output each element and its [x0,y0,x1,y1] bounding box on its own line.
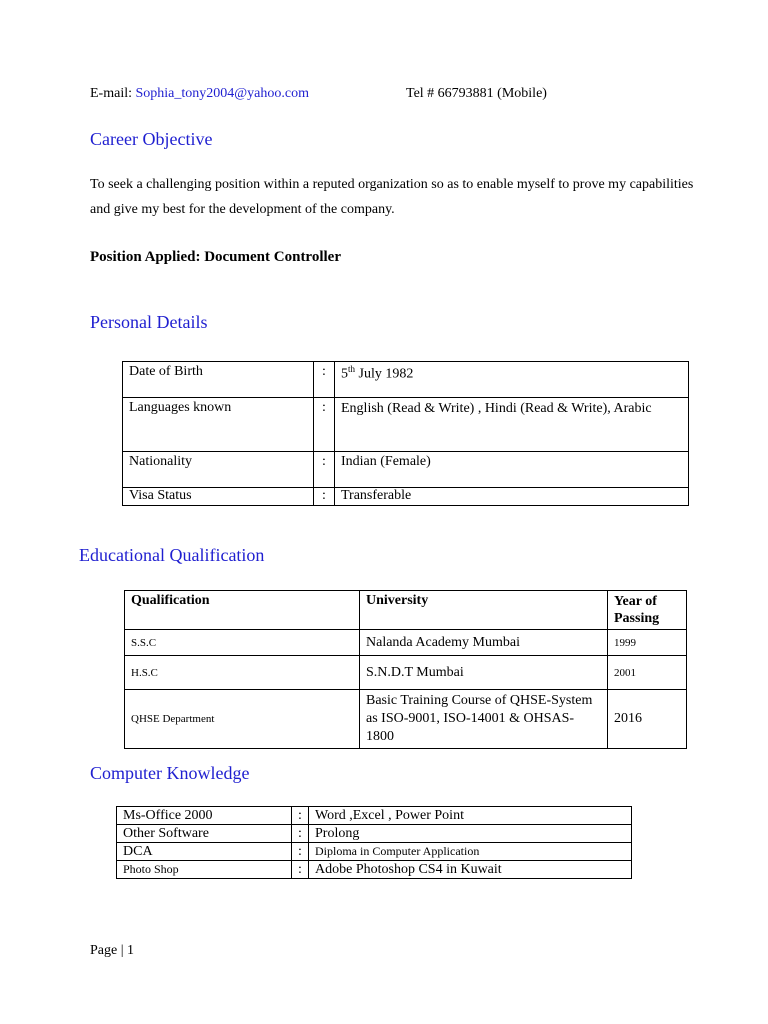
pd-colon: : [314,398,335,452]
ck-value: Prolong [309,825,632,843]
pd-label: Date of Birth [123,362,314,398]
pd-value: Transferable [335,488,689,506]
pd-label: Visa Status [123,488,314,506]
pd-value: 5th July 1982 [335,362,689,398]
table-row [117,843,632,861]
page-number: Page | 1 [90,943,135,958]
email-link[interactable]: Sophia_tony2004@yahoo.com [135,86,309,101]
personal-details-heading: Personal Details [90,312,208,332]
table-row [117,825,632,843]
career-line-2: and give my best for the development of the company. [90,202,395,217]
ck-colon: : [292,807,309,825]
pd-colon: : [314,452,335,488]
education-table [124,590,687,749]
table-row [125,630,687,656]
table-row [123,398,689,452]
table-row [123,362,689,398]
computer-knowledge-table [116,806,632,879]
education-heading: Educational Qualification [79,545,265,565]
ck-value: Adobe Photoshop CS4 in Kuwait [309,861,632,879]
col-header-university: University [360,591,608,630]
ck-colon: : [292,825,309,843]
edu-year: 1999 [608,630,687,656]
pd-value: English (Read & Write) , Hindi (Read & Write), Arabic [335,398,689,452]
table-row [125,656,687,690]
table-row [123,488,689,506]
edu-university: Basic Training Course of QHSE-System as ISO-9001, ISO-14001 & OHSAS-1800 [360,690,608,749]
ck-value: Word ,Excel , Power Point [309,807,632,825]
pd-value: Indian (Female) [335,452,689,488]
table-row [125,690,687,749]
ck-label: Ms-Office 2000 [117,807,292,825]
personal-details-table [122,361,689,506]
pd-label: Languages known [123,398,314,452]
email-label: E-mail: [90,86,132,101]
edu-qualification: H.S.C [125,656,360,690]
ck-colon: : [292,843,309,861]
email-line [90,81,309,106]
table-row [123,452,689,488]
edu-year: 2016 [608,690,687,749]
ck-label: Photo Shop [117,861,292,879]
ck-value: Diploma in Computer Application [309,843,632,861]
edu-qualification: QHSE Department [125,690,360,749]
career-line-1: To seek a challenging position within a reputed organization so as to enable myself to prove my capabilities [90,177,694,192]
ck-colon: : [292,861,309,879]
ck-label: DCA [117,843,292,861]
edu-university: Nalanda Academy Mumbai [360,630,608,656]
career-objective-text [90,172,760,222]
position-applied: Position Applied: Document Controller [90,249,341,265]
pd-colon: : [314,488,335,506]
computer-knowledge-heading: Computer Knowledge [90,763,250,783]
col-header-year: Year of Passing [608,591,687,630]
table-row [117,807,632,825]
pd-colon: : [314,362,335,398]
career-objective-heading: Career Objective [90,129,213,149]
ck-label: Other Software [117,825,292,843]
col-header-qualification: Qualification [125,591,360,630]
edu-year: 2001 [608,656,687,690]
edu-university: S.N.D.T Mumbai [360,656,608,690]
table-header-row [125,591,687,630]
pd-label: Nationality [123,452,314,488]
edu-qualification: S.S.C [125,630,360,656]
telephone: Tel # 66793881 (Mobile) [406,86,547,101]
table-row [117,861,632,879]
